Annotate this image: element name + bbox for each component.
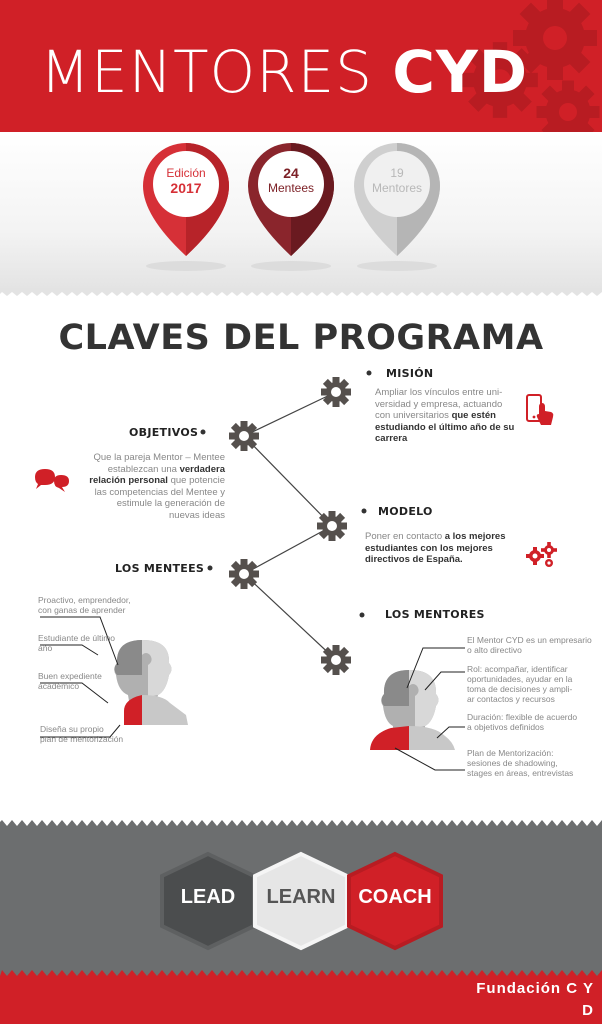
mentee-trait-4: Diseña su propio plan de mentorización [40, 724, 124, 744]
mentee-trait-2: Estudiante de último año [38, 633, 116, 653]
pin-mentores-label: 19 Mentores [371, 166, 423, 195]
pins-graphic [0, 132, 602, 292]
gear-icon [229, 421, 259, 451]
mentor-trait-2: Rol: acompañar, identificar oportunidades, ayudar en la toma de decisiones y ampli- ar contactos y recursos [467, 664, 573, 704]
mentee-trait-3: Buen expediente académico [38, 671, 102, 691]
gear-icon [229, 559, 259, 589]
page-title: MENTORES CYD [40, 38, 529, 106]
touch-phone-icon [525, 393, 557, 427]
person-puzzle-icon [370, 670, 455, 750]
mentor-trait-1: El Mentor CYD es un empresario o alto directivo [467, 635, 592, 655]
header-banner [0, 0, 602, 132]
mision-text: Ampliar los vínculos entre uni- versidad y empresa, actuando con universitarios que estén estudiando el último año de su carrera [375, 387, 515, 444]
zigzag-divider [0, 288, 602, 298]
objetivos-title: OBJETIVOS [129, 426, 199, 439]
mentee-diagram [38, 595, 238, 745]
pin-edition-icon [143, 143, 229, 256]
modelo-text: Poner en contacto a los mejores estudiantes con los mejores directivos de España. [365, 531, 506, 565]
objetivos-text: Que la pareja Mentor – Mentee establezcan una verdadera relación personal que potencie las competencias del Mentee y estimule la generación de nuevas ideas [89, 452, 225, 521]
mentor-trait-3: Duración: flexible de acuerdo a objetivos definidos [467, 712, 578, 732]
gear-icon [321, 645, 351, 675]
speech-bubbles-icon [32, 467, 72, 495]
hex-coach-label: COACH [358, 886, 432, 908]
gear-icon [317, 511, 347, 541]
mentor-trait-4: Plan de Mentorización: sesiones de shadowing, stages en áreas, entrevistas [467, 748, 574, 778]
section-title: CLAVES DEL PROGRAMA [58, 318, 544, 358]
mision-title: MISIÓN [386, 367, 434, 380]
pin-edition-label: Edición 2017 [166, 166, 206, 196]
stats-pins-section [0, 132, 602, 292]
mentee-trait-1: Proactivo, emprendedor, con ganas de aprender [38, 595, 131, 615]
hex-lead-label: LEAD [180, 886, 236, 908]
pin-mentees-icon [248, 143, 334, 256]
mentees-title: LOS MENTEES [115, 562, 205, 575]
footer-brand: Fundación C Y D [476, 980, 594, 1019]
pin-mentores-icon [354, 143, 440, 256]
pin-mentees-label: 24 Mentees [267, 165, 315, 195]
gear-icon [321, 377, 351, 407]
gears-icon [525, 542, 559, 570]
mentores-title: LOS MENTORES [385, 608, 485, 621]
mentor-diagram [365, 630, 475, 780]
hex-learn-label: LEARN [266, 886, 336, 908]
modelo-title: MODELO [378, 505, 433, 518]
